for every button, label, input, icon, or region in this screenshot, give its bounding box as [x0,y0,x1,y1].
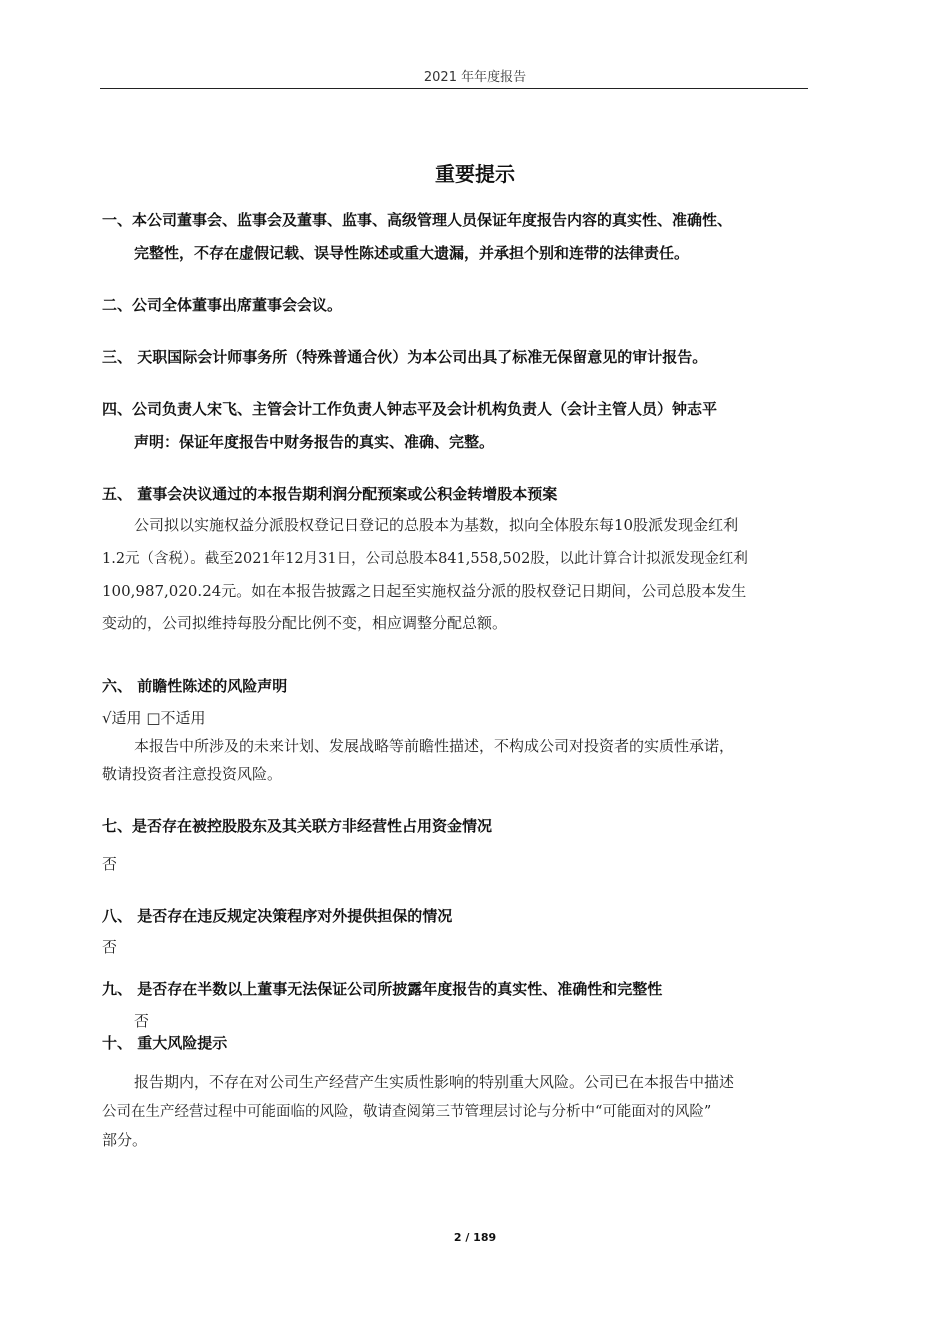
section-2-line-1: 二、公司全体董事出席董事会会议。 [102,296,343,314]
section-1-line-1: 一、本公司董事会、监事会及董事、监事、高级管理人员保证年度报告内容的真实性、准确性、 [102,211,733,229]
section-6-applicability: √适用 □不适用 [102,709,206,727]
section-5-heading: 五、 董事会决议通过的本报告期利润分配预案或公积金转增股本预案 [102,485,558,503]
section-5-body-line-2: 1.2元（含税）。截至2021年12月31日，公司总股本841,558,502股，以此计算合计拟派发现金红利 [102,551,748,567]
section-6-heading: 六、 前瞻性陈述的风险声明 [102,677,288,695]
section-4-line-1: 四、公司负责人宋飞、主管会计工作负责人钟志平及会计机构负责人（会计主管人员）钟志平 [102,400,718,418]
section-8-answer: 否 [102,938,118,956]
section-8-heading: 八、 是否存在违反规定决策程序对外提供担保的情况 [102,907,453,925]
section-1-line-2: 完整性，不存在虚假记载、误导性陈述或重大遗漏，并承担个别和连带的法律责任。 [134,244,690,262]
section-5-body-line-4: 变动的，公司拟维持每股分配比例不变，相应调整分配总额。 [102,614,508,632]
section-4-line-2: 声明：保证年度报告中财务报告的真实、准确、完整。 [134,433,495,451]
header-rule [100,88,808,89]
section-7-answer: 否 [102,855,118,873]
section-7-heading: 七、是否存在被控股股东及其关联方非经营性占用资金情况 [102,817,493,835]
section-10-heading: 十、 重大风险提示 [102,1034,228,1052]
section-6-body-line-1: 本报告中所涉及的未来计划、发展战略等前瞻性描述，不构成公司对投资者的实质性承诺， [134,737,735,755]
page-number: 2 / 189 [453,1231,497,1244]
section-10-body-line-2: 公司在生产经营过程中可能面临的风险，敬请查阅第三节管理层讨论与分析中“可能面对的风险” [102,1104,712,1120]
section-5-body-line-1: 公司拟以实施权益分派股权登记日登记的总股本为基数，拟向全体股东每10股派发现金红利 [134,516,739,534]
section-3-line-1: 三、 天职国际会计师事务所（特殊普通合伙）为本公司出具了标准无保留意见的审计报告。 [102,348,708,366]
section-6-body-line-2: 敬请投资者注意投资风险。 [102,765,283,783]
section-9-heading: 九、 是否存在半数以上董事无法保证公司所披露年度报告的真实性、准确性和完整性 [102,980,663,998]
running-header: 2021 年年度报告 [423,70,527,85]
section-10-body-line-3: 部分。 [102,1131,148,1149]
section-9-answer: 否 [134,1012,150,1030]
page-title: 重要提示 [435,162,515,186]
section-5-body-line-3: 100,987,020.24元。如在本报告披露之日起至实施权益分派的股权登记日期间，公司总股本发生 [102,582,747,600]
section-10-body-line-1: 报告期内，不存在对公司生产经营产生实质性影响的特别重大风险。公司已在本报告中描述 [134,1073,735,1091]
